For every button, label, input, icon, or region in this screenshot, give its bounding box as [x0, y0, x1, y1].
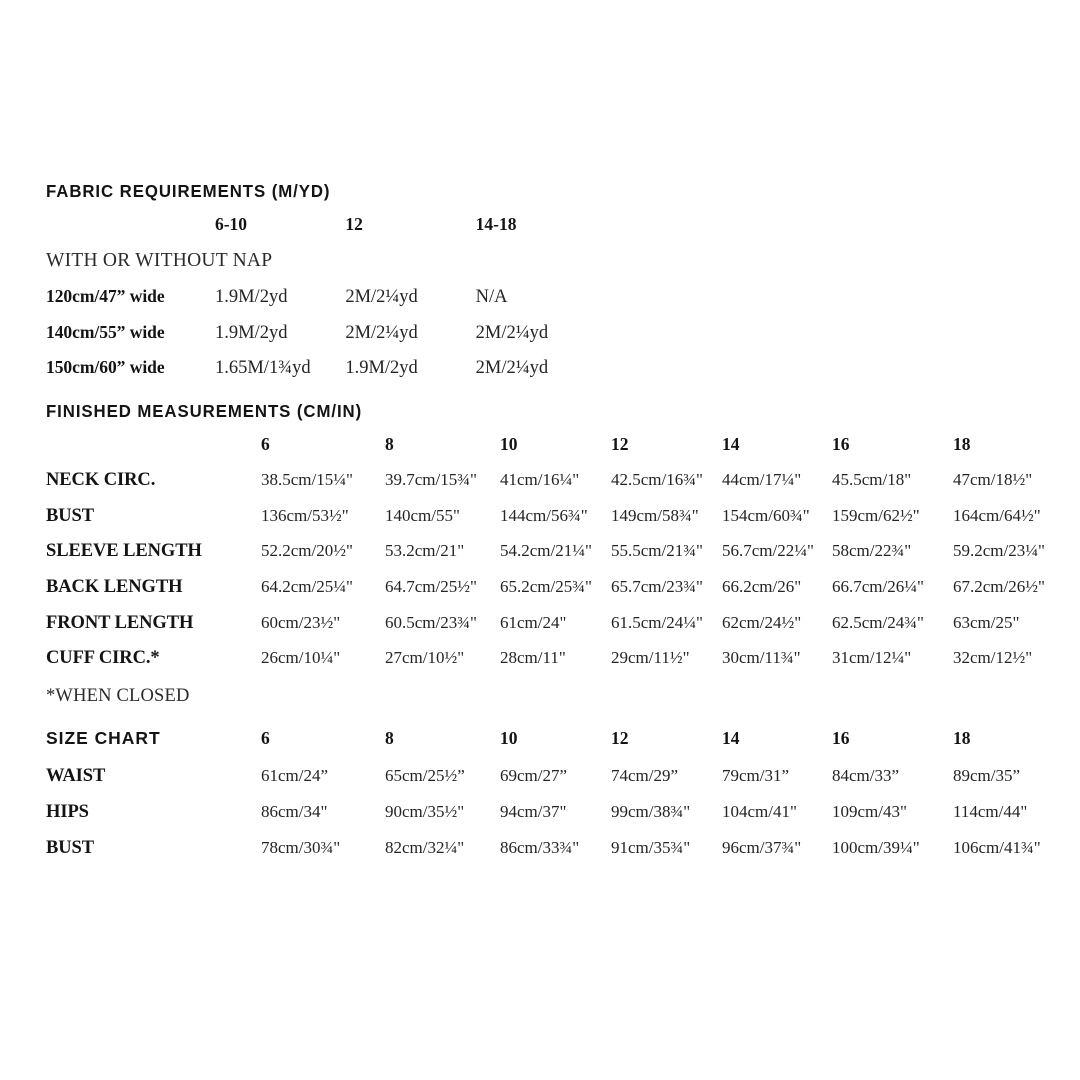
- finished-cell-sleeve-10: 54.2cm/21¼": [500, 541, 592, 561]
- finished-cell-front-14: 62cm/24½": [722, 612, 802, 632]
- finished-cell-bust-14: 154cm/60¾": [722, 505, 810, 525]
- size-chart-cell-hips-14: 104cm/41": [722, 802, 797, 821]
- fabric-requirements-heading: FABRIC REQUIREMENTS (M/YD): [46, 181, 331, 201]
- finished-row-label-back-length: BACK LENGTH: [46, 577, 183, 598]
- finished-cell-sleeve-16: 58cm/22¾": [832, 541, 912, 561]
- size-chart-cell-bust-8: 82cm/32¼": [385, 838, 465, 857]
- size-chart-cell-waist-18: 89cm/35”: [953, 766, 1021, 785]
- size-chart-cell-waist-6: 61cm/24”: [261, 766, 329, 785]
- size-chart-cell-bust-16: 100cm/39¼": [832, 838, 920, 857]
- fabric-cell-150cm-6-10: 1.65M/1¾yd: [214, 358, 311, 379]
- fabric-row-label-150cm: 150cm/60” wide: [46, 357, 165, 378]
- size-chart-cell-bust-6: 78cm/30¾": [261, 838, 341, 857]
- finished-header-row: [46, 434, 1056, 470]
- fabric-cell-120cm-12: 2M/2¼yd: [345, 287, 418, 307]
- fabric-cell-120cm-6-10: 1.9M/2yd: [214, 287, 288, 307]
- finished-column-header-6: 6: [261, 434, 270, 454]
- size-chart-cell-waist-16: 84cm/33”: [832, 766, 900, 785]
- finished-cell-cuff-14: 30cm/11¾": [722, 648, 801, 668]
- finished-cell-bust-18: 164cm/64½": [953, 505, 1041, 525]
- size-chart-column-header-8: 8: [385, 728, 394, 748]
- size-chart-cell-hips-18: 114cm/44": [953, 802, 1028, 821]
- size-chart-column-header-6: 6: [261, 728, 270, 748]
- size-chart-cell-hips-6: 86cm/34": [261, 802, 328, 821]
- finished-cell-sleeve-18: 59.2cm/23¼": [953, 541, 1045, 561]
- finished-measurements-table: [46, 434, 1056, 684]
- finished-cell-bust-8: 140cm/55": [385, 505, 460, 525]
- finished-cell-neck-6: 38.5cm/15¼": [261, 470, 353, 489]
- fabric-cell-150cm-14-18: 2M/2¼yd: [475, 358, 549, 379]
- size-chart-row-waist: [46, 766, 1056, 802]
- fabric-cell-140cm-6-10: 1.9M/2yd: [214, 322, 288, 343]
- size-chart-column-header-10: 10: [500, 728, 518, 748]
- size-chart-header-row: [46, 728, 1056, 766]
- finished-cell-neck-16: 45.5cm/18": [832, 470, 912, 489]
- size-chart-cell-waist-8: 65cm/25½”: [385, 766, 465, 785]
- finished-cell-sleeve-6: 52.2cm/20½": [261, 541, 353, 561]
- finished-cell-back-12: 65.7cm/23¾": [611, 577, 703, 597]
- finished-cell-bust-16: 159cm/62½": [832, 505, 920, 525]
- cuff-circ-footnote: *WHEN CLOSED: [46, 686, 190, 706]
- size-chart-column-header-16: 16: [832, 728, 850, 748]
- finished-cell-back-16: 66.7cm/26¼": [832, 577, 924, 597]
- finished-cell-cuff-16: 31cm/12¼": [832, 648, 912, 668]
- size-chart-row-hips: [46, 802, 1056, 838]
- finished-row-label-bust: BUST: [46, 505, 95, 526]
- finished-cell-front-18: 63cm/25": [953, 612, 1020, 632]
- finished-cell-bust-12: 149cm/58¾": [611, 505, 699, 525]
- size-chart-column-header-18: 18: [953, 728, 971, 748]
- finished-cell-bust-10: 144cm/56¾": [500, 505, 588, 525]
- finished-cell-cuff-8: 27cm/10½": [385, 648, 465, 668]
- finished-cell-cuff-6: 26cm/10¼": [261, 648, 341, 668]
- finished-cell-back-6: 64.2cm/25¼": [261, 577, 353, 597]
- finished-measurements-heading: FINISHED MEASUREMENTS (CM/IN): [46, 401, 363, 421]
- size-chart-table: [46, 728, 1056, 874]
- finished-row-front-length: [46, 613, 1056, 649]
- finished-row-label-front-length: FRONT LENGTH: [46, 612, 194, 633]
- finished-cell-sleeve-8: 53.2cm/21": [385, 541, 465, 561]
- finished-row-label-cuff-circ: CUFF CIRC.*: [46, 648, 160, 669]
- finished-cell-bust-6: 136cm/53½": [261, 505, 349, 525]
- finished-header-spacer: [46, 434, 261, 470]
- finished-cell-front-8: 60.5cm/23¾": [385, 612, 477, 632]
- fabric-cell-120cm-14-18: N/A: [475, 287, 508, 307]
- size-chart-cell-hips-10: 94cm/37": [500, 802, 567, 821]
- size-chart-row-label-hips: HIPS: [46, 802, 89, 822]
- size-chart-column-header-14: 14: [722, 728, 740, 748]
- fabric-column-header-14-18: 14-18: [475, 214, 517, 234]
- finished-row-back-length: [46, 577, 1056, 613]
- fabric-row-140cm: [46, 322, 606, 358]
- finished-cell-front-12: 61.5cm/24¼": [611, 612, 703, 632]
- finished-cell-back-10: 65.2cm/25¾": [500, 577, 592, 597]
- finished-row-bust: [46, 506, 1056, 542]
- finished-cell-neck-10: 41cm/16¼": [500, 470, 580, 489]
- fabric-header-row: [46, 214, 606, 250]
- with-or-without-nap-label: WITH OR WITHOUT NAP: [46, 250, 273, 271]
- size-chart-heading: SIZE CHART: [46, 728, 161, 748]
- finished-cell-neck-14: 44cm/17¼": [722, 470, 802, 489]
- fabric-cell-140cm-14-18: 2M/2¼yd: [475, 322, 549, 343]
- fabric-row-120cm: [46, 286, 606, 322]
- finished-cell-cuff-12: 29cm/11½": [611, 648, 690, 668]
- finished-row-sleeve-length: [46, 541, 1056, 577]
- size-chart-cell-hips-8: 90cm/35½": [385, 802, 465, 821]
- finished-row-cuff-circ: [46, 648, 1056, 684]
- size-chart-cell-hips-16: 109cm/43": [832, 802, 907, 821]
- finished-column-header-14: 14: [722, 434, 740, 454]
- size-chart-row-label-waist: WAIST: [46, 766, 106, 786]
- size-chart-cell-bust-10: 86cm/33¾": [500, 838, 580, 857]
- fabric-header-spacer: [46, 214, 215, 250]
- finished-row-neck-circ: [46, 470, 1056, 506]
- fabric-column-header-12: 12: [345, 214, 363, 234]
- finished-column-header-10: 10: [500, 434, 518, 454]
- fabric-row-150cm: [46, 357, 606, 393]
- finished-cell-front-10: 61cm/24": [500, 612, 567, 632]
- finished-cell-cuff-18: 32cm/12½": [953, 648, 1033, 668]
- fabric-cell-150cm-12: 1.9M/2yd: [345, 358, 418, 379]
- size-chart-cell-hips-12: 99cm/38¾": [611, 802, 691, 821]
- finished-column-header-8: 8: [385, 434, 394, 454]
- fabric-nap-note-row: [46, 250, 606, 286]
- fabric-cell-140cm-12: 2M/2¼yd: [345, 322, 418, 343]
- size-chart-row-label-bust: BUST: [46, 838, 95, 858]
- finished-cell-sleeve-12: 55.5cm/21¾": [611, 541, 703, 561]
- finished-column-header-18: 18: [953, 434, 971, 454]
- size-chart-column-header-12: 12: [611, 728, 629, 748]
- size-chart-cell-waist-10: 69cm/27”: [500, 766, 568, 785]
- finished-cell-back-8: 64.7cm/25½": [385, 577, 477, 597]
- finished-cell-neck-18: 47cm/18½": [953, 470, 1033, 489]
- finished-column-header-12: 12: [611, 434, 629, 454]
- finished-cell-front-16: 62.5cm/24¾": [832, 612, 924, 632]
- fabric-row-label-120cm: 120cm/47” wide: [46, 286, 165, 306]
- finished-cell-neck-8: 39.7cm/15¾": [385, 470, 477, 489]
- finished-cell-neck-12: 42.5cm/16¾": [611, 470, 703, 489]
- finished-cell-front-6: 60cm/23½": [261, 612, 341, 632]
- finished-row-label-sleeve-length: SLEEVE LENGTH: [46, 541, 202, 562]
- size-chart-cell-waist-12: 74cm/29”: [611, 766, 679, 785]
- size-chart-cell-bust-18: 106cm/41¾": [953, 838, 1041, 857]
- size-chart-cell-bust-14: 96cm/37¾": [722, 838, 802, 857]
- fabric-row-label-140cm: 140cm/55” wide: [46, 321, 165, 342]
- finished-cell-sleeve-14: 56.7cm/22¼": [722, 541, 814, 561]
- fabric-requirements-table: [46, 214, 606, 393]
- size-chart-row-bust: [46, 838, 1056, 874]
- finished-cell-back-14: 66.2cm/26": [722, 577, 802, 597]
- finished-cell-back-18: 67.2cm/26½": [953, 577, 1045, 597]
- size-chart-cell-waist-14: 79cm/31”: [722, 766, 790, 785]
- fabric-column-header-6-10: 6-10: [214, 214, 248, 234]
- finished-column-header-16: 16: [832, 434, 850, 454]
- size-chart-cell-bust-12: 91cm/35¾": [611, 838, 691, 857]
- finished-cell-cuff-10: 28cm/11": [500, 648, 566, 668]
- finished-row-label-neck-circ: NECK CIRC.: [46, 470, 156, 490]
